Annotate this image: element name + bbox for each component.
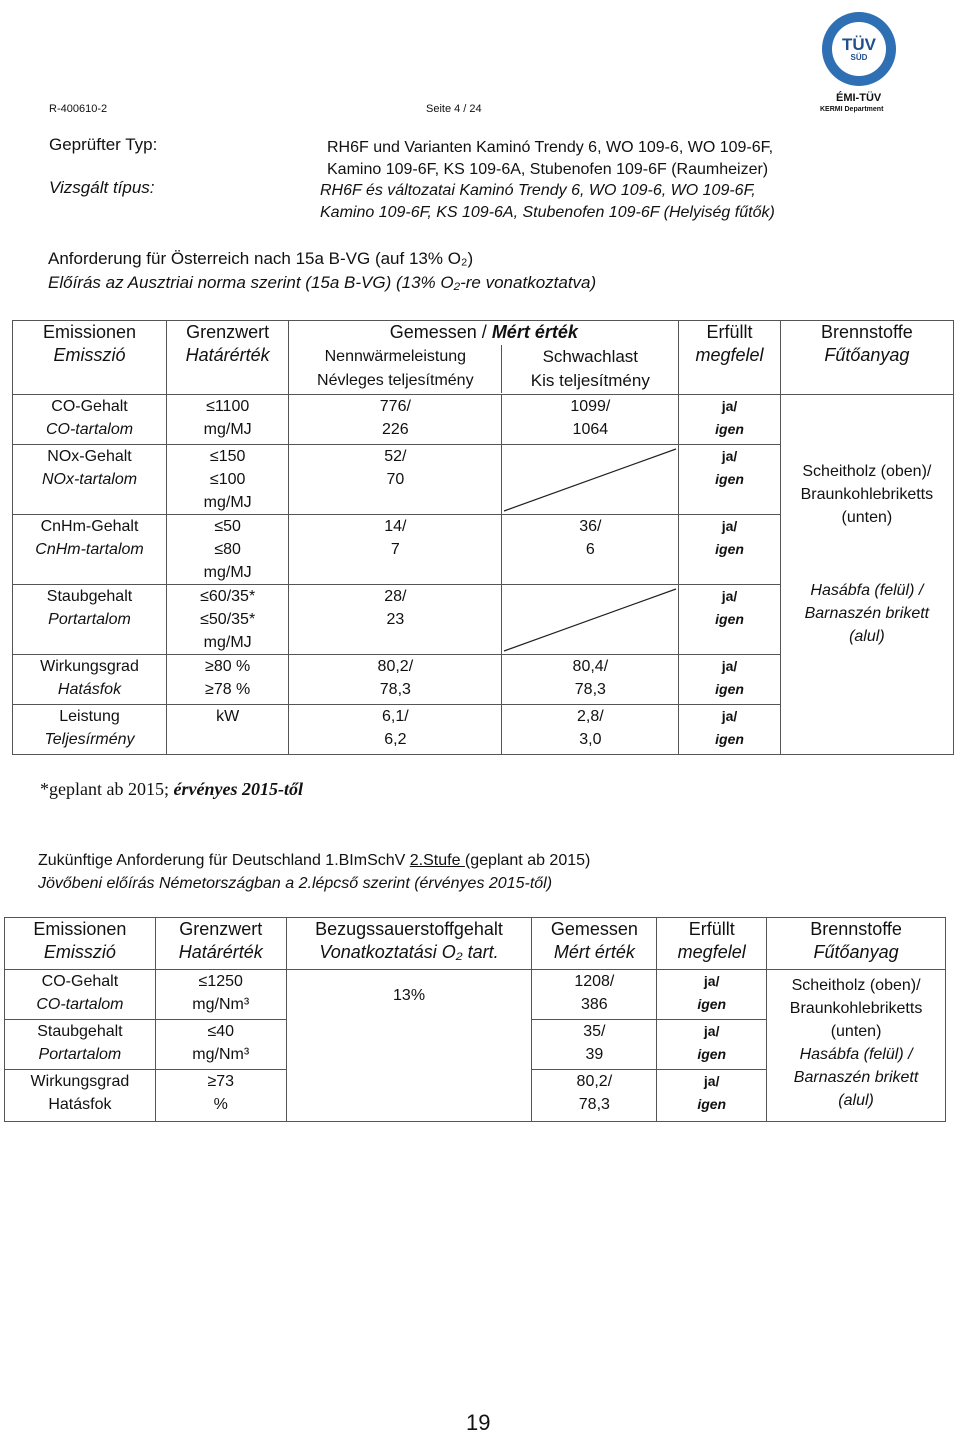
g-head-fulfilled-hu: megfelel xyxy=(677,942,746,962)
g-ok-hu: igen xyxy=(697,1046,727,1062)
diagonal-strike xyxy=(502,445,678,515)
g-head-measured xyxy=(532,918,657,970)
row-ok xyxy=(679,705,780,755)
row-name-de: CO-Gehalt xyxy=(51,398,128,415)
row-nominal xyxy=(289,445,502,515)
g-limit-line: mg/Nm³ xyxy=(192,996,250,1013)
row-name-de: Leistung xyxy=(59,708,120,725)
g-row-name xyxy=(5,1070,156,1122)
limit-line: ≥80 % xyxy=(205,658,251,675)
g-head-emission-de: Emissionen xyxy=(33,919,127,939)
ok-hu: igen xyxy=(715,731,744,747)
tuv-logo-text: TÜV xyxy=(842,34,876,54)
row-name-hu: CO-tartalom xyxy=(45,421,134,438)
g-ok-hu: igen xyxy=(697,1096,727,1112)
g-head-fulfilled-de: Erfüllt xyxy=(688,919,735,939)
limit-line: ≤1100 xyxy=(206,398,250,415)
row-name-hu: CnHm-tartalom xyxy=(35,541,144,558)
austria-head-measured xyxy=(289,321,679,395)
partial-line: 78,3 xyxy=(574,681,606,698)
table-row xyxy=(13,395,954,445)
g-row-name-hu: Hatásfok xyxy=(48,1096,112,1113)
nominal-line: 776/ xyxy=(379,398,411,415)
g-head-fuel-de: Brennstoffe xyxy=(810,919,902,939)
org-dept: KERMI Department xyxy=(820,106,884,113)
type-value-hu-2: Kamino 109-6F, KS 109-6A, Stubenofen 109-6F (Helyiség fűtők) xyxy=(320,204,775,221)
g-limit-line: % xyxy=(213,1096,228,1113)
row-ok xyxy=(679,395,780,445)
org-name: ÉMI-TÜV xyxy=(836,92,882,104)
g-fuel-line: Scheitholz (oben)/ xyxy=(791,977,921,994)
nominal-line: 80,2/ xyxy=(377,658,414,675)
head-emission-hu: Emisszió xyxy=(53,345,126,365)
nominal-line: 52/ xyxy=(384,448,407,465)
row-limit xyxy=(167,395,289,445)
row-ok xyxy=(679,515,780,585)
head-partial xyxy=(501,345,678,393)
type-label-de: Geprüfter Typ: xyxy=(49,135,158,154)
head-fuel-hu: Fűtőanyag xyxy=(824,345,910,365)
ok-hu: igen xyxy=(715,681,744,697)
limit-line: ≤50/35* xyxy=(200,611,256,628)
g-head-limit xyxy=(155,918,286,970)
type-value-hu-1: RH6F és változatai Kaminó Trendy 6, WO 109-6, WO 109-6F, xyxy=(320,182,756,199)
head-measured-hu: Mért érték xyxy=(491,322,578,342)
limit-line: ≤80 xyxy=(214,541,241,558)
g-fuel-line: (alul) xyxy=(838,1092,874,1109)
g-ref-value: 13% xyxy=(286,970,532,1122)
austria-head-emission xyxy=(13,321,167,395)
nominal-line: 226 xyxy=(382,421,409,438)
g-row-ok xyxy=(657,1070,767,1122)
g-head-fuel xyxy=(767,918,946,970)
row-name xyxy=(13,445,167,515)
head-fulfilled-de: Erfüllt xyxy=(706,322,753,342)
head-partial-hu: Kis teljesítmény xyxy=(530,371,650,390)
austria-title-hu: Előírás az Ausztriai norma szerint (15a B-VG) (13% O₂-re vonatkoztatva) xyxy=(48,273,597,292)
row-limit xyxy=(167,515,289,585)
g-row-measured xyxy=(532,1070,657,1122)
g-head-fuel-hu: Fűtőanyag xyxy=(813,942,899,962)
row-nominal xyxy=(289,705,502,755)
row-name-de: Staubgehalt xyxy=(46,588,133,605)
ok-hu: igen xyxy=(715,541,744,557)
fuel-hu-line: (alul) xyxy=(849,628,885,645)
row-partial xyxy=(502,395,679,445)
head-partial-de: Schwachlast xyxy=(542,347,639,366)
footnote xyxy=(40,779,303,800)
ok-de: ja/ xyxy=(721,708,738,724)
g-head-ref-de: Bezugssauerstoffgehalt xyxy=(315,919,503,939)
g-measured-line: 78,3 xyxy=(578,1096,610,1113)
g-head-emission xyxy=(5,918,156,970)
limit-line: ≤150 xyxy=(209,448,246,465)
row-limit xyxy=(167,445,289,515)
germany-title-hu: Jövőbeni előírás Németországban a 2.lépcső szerint (érvényes 2015-től) xyxy=(38,875,553,892)
g-measured-line: 386 xyxy=(581,996,608,1013)
g-row-name xyxy=(5,1020,156,1070)
limit-line: ≤60/35* xyxy=(200,588,256,605)
doc-id: R-400610-2 xyxy=(49,103,108,115)
row-ok xyxy=(679,445,780,515)
g-limit-line: ≤1250 xyxy=(198,973,243,990)
head-nominal xyxy=(289,345,501,393)
nominal-line: 14/ xyxy=(384,518,407,535)
g-limit-line: ≥73 xyxy=(207,1073,235,1090)
g-row-name xyxy=(5,970,156,1020)
g-row-name-de: Staubgehalt xyxy=(37,1023,123,1040)
row-limit xyxy=(167,655,289,705)
g-row-ok xyxy=(657,1020,767,1070)
row-nominal xyxy=(289,585,502,655)
footnote-hu: érvényes 2015-től xyxy=(173,779,303,799)
diagonal-strike xyxy=(502,585,678,655)
germany-title-part1: Zukünftige Anforderung für Deutschland 1.BImSchV xyxy=(38,852,410,869)
footnote-de: *geplant ab 2015; xyxy=(40,779,174,799)
row-name xyxy=(13,515,167,585)
germany-title-part3: (geplant ab 2015) xyxy=(464,852,591,869)
g-measured-line: 39 xyxy=(585,1046,604,1063)
row-name-de: CnHm-Gehalt xyxy=(40,518,139,535)
tuv-logo-inner xyxy=(832,22,886,76)
type-label-hu: Vizsgált típus: xyxy=(49,178,155,197)
type-value-de-1: RH6F und Varianten Kaminó Trendy 6, WO 109-6, WO 109-6F, xyxy=(327,139,774,156)
g-head-measured-de: Gemessen xyxy=(550,919,638,939)
row-name-hu: Hatásfok xyxy=(57,681,122,698)
row-partial-empty xyxy=(502,585,679,655)
head-nominal-de: Nennwärmeleistung xyxy=(324,348,467,365)
row-name-hu: NOx-tartalom xyxy=(41,471,138,488)
row-name-de: Wirkungsgrad xyxy=(40,658,139,675)
ok-de: ja/ xyxy=(721,398,738,414)
limit-line: kW xyxy=(216,708,240,725)
g-fuel-line: (unten) xyxy=(830,1023,882,1040)
g-row-name-de: Wirkungsgrad xyxy=(30,1073,130,1090)
row-name xyxy=(13,705,167,755)
g-head-ref xyxy=(286,918,532,970)
head-limit-de: Grenzwert xyxy=(186,322,270,342)
g-fuel-line: Barnaszén brikett xyxy=(793,1069,919,1086)
g-fuel-cell xyxy=(767,970,946,1122)
g-head-ref-hu: Vonatkoztatási O₂ tart. xyxy=(319,942,499,962)
partial-line: 3,0 xyxy=(579,731,602,748)
g-limit-line: mg/Nm³ xyxy=(192,1046,250,1063)
fuel-de-line: Braunkohlebriketts xyxy=(800,486,934,503)
limit-line: ≤100 xyxy=(209,471,246,488)
limit-line: mg/MJ xyxy=(203,494,252,511)
page-number: 19 xyxy=(466,1410,491,1435)
row-nominal xyxy=(289,655,502,705)
g-head-measured-hu: Mért érték xyxy=(553,942,635,962)
row-name xyxy=(13,655,167,705)
head-emission-de: Emissionen xyxy=(42,322,137,342)
fuel-hu-line: Hasábfa (felül) / xyxy=(810,582,924,599)
limit-line: mg/MJ xyxy=(203,421,252,438)
g-fuel-line: Hasábfa (felül) / xyxy=(799,1046,913,1063)
nominal-line: 6,1/ xyxy=(382,708,409,725)
ok-de: ja/ xyxy=(721,448,738,464)
g-row-measured xyxy=(532,1020,657,1070)
g-head-limit-hu: Határérték xyxy=(178,942,263,962)
strike-line xyxy=(504,449,676,511)
g-head-emission-hu: Emisszió xyxy=(43,942,116,962)
germany-title-de xyxy=(38,852,590,870)
fuel-cell xyxy=(780,395,953,755)
g-row-limit xyxy=(155,970,286,1020)
type-value-de-2: Kamino 109-6F, KS 109-6A, Stubenofen 109-6F (Raumheizer) xyxy=(327,161,769,178)
g-row-name-hu: Portartalom xyxy=(38,1046,122,1063)
ok-hu: igen xyxy=(715,421,744,437)
g-row-name-de: CO-Gehalt xyxy=(41,973,119,990)
nominal-line: 6,2 xyxy=(384,731,407,748)
g-head-limit-de: Grenzwert xyxy=(179,919,263,939)
limit-line: mg/MJ xyxy=(203,564,252,581)
table-row xyxy=(5,970,946,1020)
row-limit xyxy=(167,585,289,655)
g-limit-line: ≤40 xyxy=(207,1023,235,1040)
tuv-logo xyxy=(822,12,896,86)
nominal-line: 78,3 xyxy=(379,681,411,698)
nominal-line: 28/ xyxy=(384,588,407,605)
tuv-logo-sub: SÜD xyxy=(850,52,868,62)
head-fuel-de: Brennstoffe xyxy=(820,322,913,342)
strike-line xyxy=(504,589,676,651)
row-nominal xyxy=(289,515,502,585)
g-row-ok xyxy=(657,970,767,1020)
g-row-limit xyxy=(155,1070,286,1122)
row-ok xyxy=(679,585,780,655)
g-ok-hu: igen xyxy=(697,996,727,1012)
germany-header-row xyxy=(5,918,946,970)
austria-head-fuel xyxy=(780,321,953,395)
fuel-de-line: (unten) xyxy=(841,509,893,526)
g-measured-line: 80,2/ xyxy=(576,1073,613,1090)
austria-table xyxy=(12,320,954,755)
austria-head-fulfilled xyxy=(679,321,780,395)
head-fulfilled-hu: megfelel xyxy=(695,345,764,365)
row-partial xyxy=(502,515,679,585)
row-ok xyxy=(679,655,780,705)
partial-line: 6 xyxy=(585,541,595,558)
g-row-measured xyxy=(532,970,657,1020)
partial-line: 1064 xyxy=(572,421,609,438)
row-partial-empty xyxy=(502,445,679,515)
page-indicator: Seite 4 / 24 xyxy=(426,103,482,115)
germany-table xyxy=(4,917,946,1122)
germany-title-part2: 2.Stufe xyxy=(409,852,465,869)
g-row-limit xyxy=(155,1020,286,1070)
g-measured-line: 1208/ xyxy=(574,973,615,990)
head-measured-wrap xyxy=(289,321,678,345)
nominal-line: 23 xyxy=(386,611,405,628)
limit-line: mg/MJ xyxy=(203,634,252,651)
g-ok-de: ja/ xyxy=(703,1023,720,1039)
limit-line: ≤50 xyxy=(214,518,241,535)
austria-head-limit xyxy=(167,321,289,395)
partial-line: 1099/ xyxy=(570,398,611,415)
partial-line: 36/ xyxy=(579,518,602,535)
g-fuel-line: Braunkohlebriketts xyxy=(789,1000,923,1017)
g-ok-de: ja/ xyxy=(703,973,720,989)
austria-header-row xyxy=(13,321,954,395)
head-nominal-hu: Névleges teljesítmény xyxy=(317,372,474,389)
partial-line: 2,8/ xyxy=(577,708,604,725)
row-name-de: NOx-Gehalt xyxy=(47,448,132,465)
head-measured-sub xyxy=(289,345,678,393)
ok-hu: igen xyxy=(715,611,744,627)
nominal-line: 70 xyxy=(386,471,405,488)
ok-de: ja/ xyxy=(721,518,738,534)
row-nominal xyxy=(289,395,502,445)
limit-line: ≥78 % xyxy=(205,681,251,698)
row-partial xyxy=(502,705,679,755)
ok-de: ja/ xyxy=(721,588,738,604)
g-measured-line: 35/ xyxy=(583,1023,606,1040)
austria-title-de: Anforderung für Österreich nach 15a B-VG (auf 13% O₂) xyxy=(48,249,474,268)
row-name-hu: Teljesírmény xyxy=(44,731,135,748)
nominal-line: 7 xyxy=(390,541,400,558)
row-name-hu: Portartalom xyxy=(48,611,131,628)
ok-hu: igen xyxy=(715,471,744,487)
row-partial xyxy=(502,655,679,705)
ok-de: ja/ xyxy=(721,658,738,674)
row-limit xyxy=(167,705,289,755)
g-row-name-hu: CO-tartalom xyxy=(36,996,124,1013)
partial-line: 80,4/ xyxy=(572,658,609,675)
g-head-fulfilled xyxy=(657,918,767,970)
head-measured-de: Gemessen / xyxy=(389,322,492,342)
head-limit-hu: Határérték xyxy=(185,345,270,365)
fuel-hu-line: Barnaszén brikett xyxy=(804,605,930,622)
fuel-de-line: Scheitholz (oben)/ xyxy=(802,463,932,480)
g-ok-de: ja/ xyxy=(703,1073,720,1089)
row-name xyxy=(13,395,167,445)
row-name xyxy=(13,585,167,655)
